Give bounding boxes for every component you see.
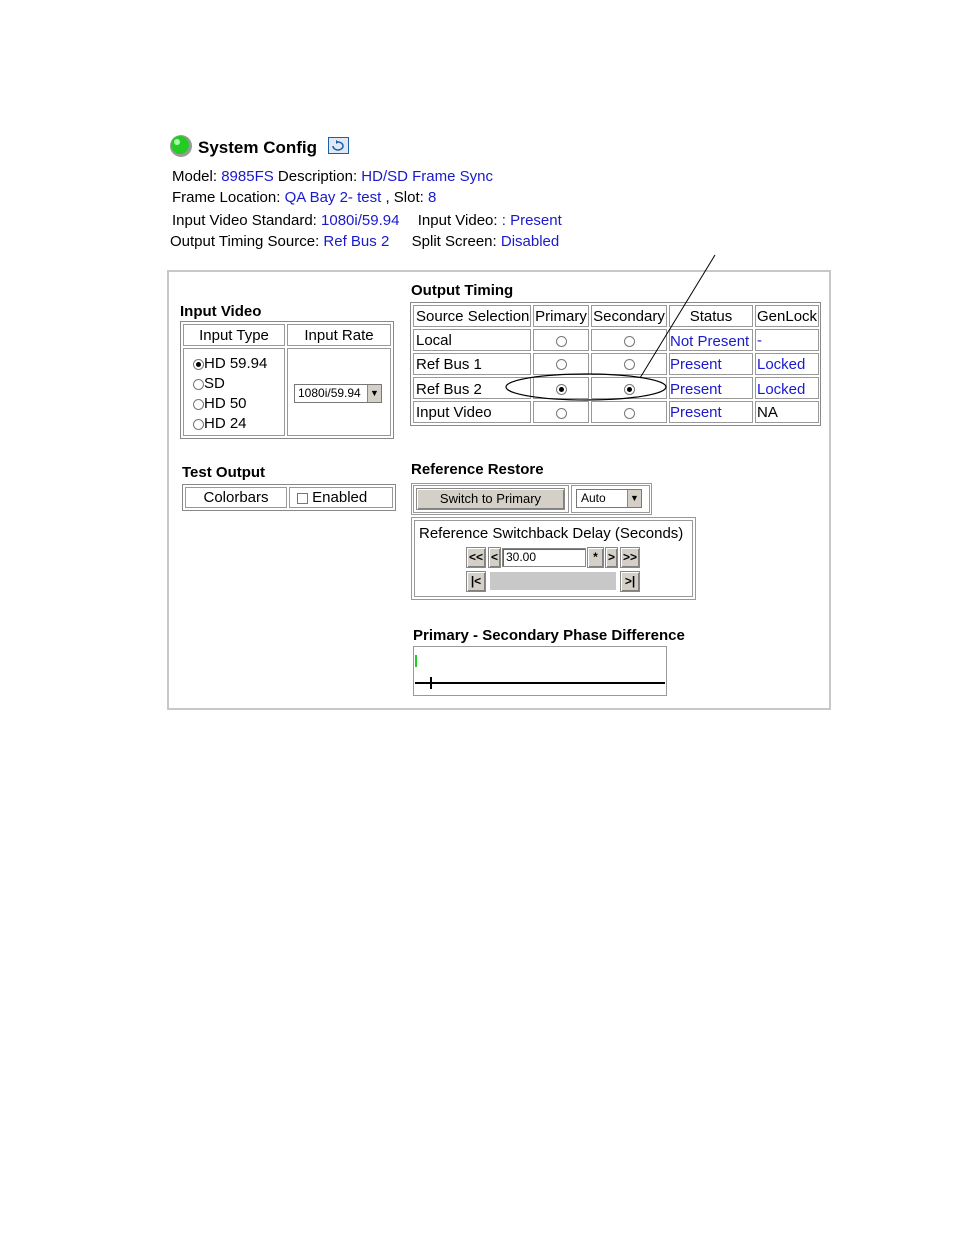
row-source: Input Video	[413, 401, 531, 423]
input-video-value: : Present	[501, 212, 562, 229]
input-type-label: HD 24	[204, 415, 247, 432]
delay-slider-track[interactable]	[490, 572, 616, 590]
slot-label: , Slot:	[385, 189, 424, 206]
row-genlock: Locked	[755, 353, 819, 375]
row-status: Present	[669, 377, 753, 399]
star-button[interactable]: *	[587, 547, 604, 568]
max-button[interactable]: >|	[620, 571, 640, 592]
input-type-radio-hd50[interactable]	[193, 395, 247, 412]
status-led-icon	[169, 134, 193, 158]
switchback-delay-title: Reference Switchback Delay (Seconds)	[419, 525, 684, 542]
row-status: Present	[669, 401, 753, 423]
col-header-source: Source Selection	[413, 305, 531, 327]
fast-forward-button[interactable]: >>	[620, 547, 640, 568]
frame-location-value: QA Bay 2- test	[284, 189, 382, 206]
input-type-radio-hd5994[interactable]	[193, 355, 267, 372]
callout-annotation	[500, 250, 720, 410]
min-button[interactable]: |<	[466, 571, 486, 592]
row-source: Local	[413, 329, 531, 351]
row-genlock: NA	[755, 401, 819, 423]
col-header-primary: Primary	[533, 305, 589, 327]
input-type-label: SD	[204, 375, 225, 392]
info-line-timing	[170, 233, 559, 250]
radio-icon	[193, 419, 204, 430]
input-rate-header: Input Rate	[287, 324, 391, 346]
row-source: Ref Bus 2	[413, 377, 531, 399]
colorbars-enabled-checkbox[interactable]	[297, 489, 367, 506]
radio-icon	[193, 359, 204, 370]
frame-location-label: Frame Location:	[172, 189, 281, 206]
output-timing-source-label: Output Timing Source:	[170, 233, 320, 250]
test-output-title: Test Output	[182, 464, 266, 481]
col-header-secondary: Secondary	[591, 305, 667, 327]
row-genlock: -	[755, 329, 819, 351]
split-screen-label: Split Screen:	[411, 233, 497, 250]
phase-indicator	[415, 655, 417, 667]
output-timing-title: Output Timing	[411, 282, 514, 299]
refresh-icon[interactable]	[328, 137, 349, 154]
model-value: 8985FS	[221, 168, 274, 185]
step-back-button[interactable]: <	[488, 547, 501, 568]
input-rate-value: 1080i/59.94	[298, 386, 361, 400]
split-screen-value: Disabled	[500, 233, 560, 250]
restore-mode-value: Auto	[581, 491, 606, 505]
input-type-header: Input Type	[183, 324, 285, 346]
reference-restore-title: Reference Restore	[411, 461, 544, 478]
col-header-status: Status	[669, 305, 753, 327]
radio-icon	[193, 379, 204, 390]
chevron-down-icon: ▼	[627, 490, 641, 507]
info-line-model	[172, 168, 493, 185]
phase-difference-title: Primary - Secondary Phase Difference	[413, 627, 685, 644]
info-line-standard	[172, 212, 562, 229]
delay-input[interactable]: 30.00	[502, 548, 586, 567]
radio-icon	[193, 399, 204, 410]
enabled-label: Enabled	[312, 489, 368, 506]
phase-graph-svg	[414, 647, 666, 695]
description-value: HD/SD Frame Sync	[361, 168, 493, 185]
chevron-down-icon: ▼	[367, 385, 381, 402]
input-video-title: Input Video	[180, 303, 262, 320]
input-rate-select[interactable]	[294, 384, 382, 403]
fast-back-button[interactable]: <<	[466, 547, 486, 568]
switch-to-primary-button[interactable]: Switch to Primary	[416, 488, 565, 510]
row-genlock: Locked	[755, 377, 819, 399]
description-label: Description:	[277, 168, 358, 185]
input-type-label: HD 59.94	[204, 355, 268, 372]
output-timing-source-value: Ref Bus 2	[323, 233, 390, 250]
slot-value: 8	[427, 189, 437, 206]
input-standard-label: Input Video Standard:	[172, 212, 317, 229]
col-header-genlock: GenLock	[755, 305, 819, 327]
row-status: Not Present	[669, 329, 753, 351]
model-label: Model:	[172, 168, 218, 185]
row-status: Present	[669, 353, 753, 375]
info-line-location	[172, 189, 436, 206]
row-source: Ref Bus 1	[413, 353, 531, 375]
step-forward-button[interactable]: >	[605, 547, 618, 568]
input-standard-value: 1080i/59.94	[321, 212, 400, 229]
restore-mode-select[interactable]	[576, 489, 642, 508]
input-video-label: Input Video:	[417, 212, 498, 229]
phase-difference-graph	[413, 646, 667, 696]
input-type-radio-sd[interactable]	[193, 375, 225, 392]
input-type-label: HD 50	[204, 395, 247, 412]
checkbox-icon	[297, 493, 308, 504]
page-title: System Config	[198, 138, 318, 157]
colorbars-label: Colorbars	[185, 487, 287, 508]
input-type-radio-hd24[interactable]	[193, 415, 247, 432]
